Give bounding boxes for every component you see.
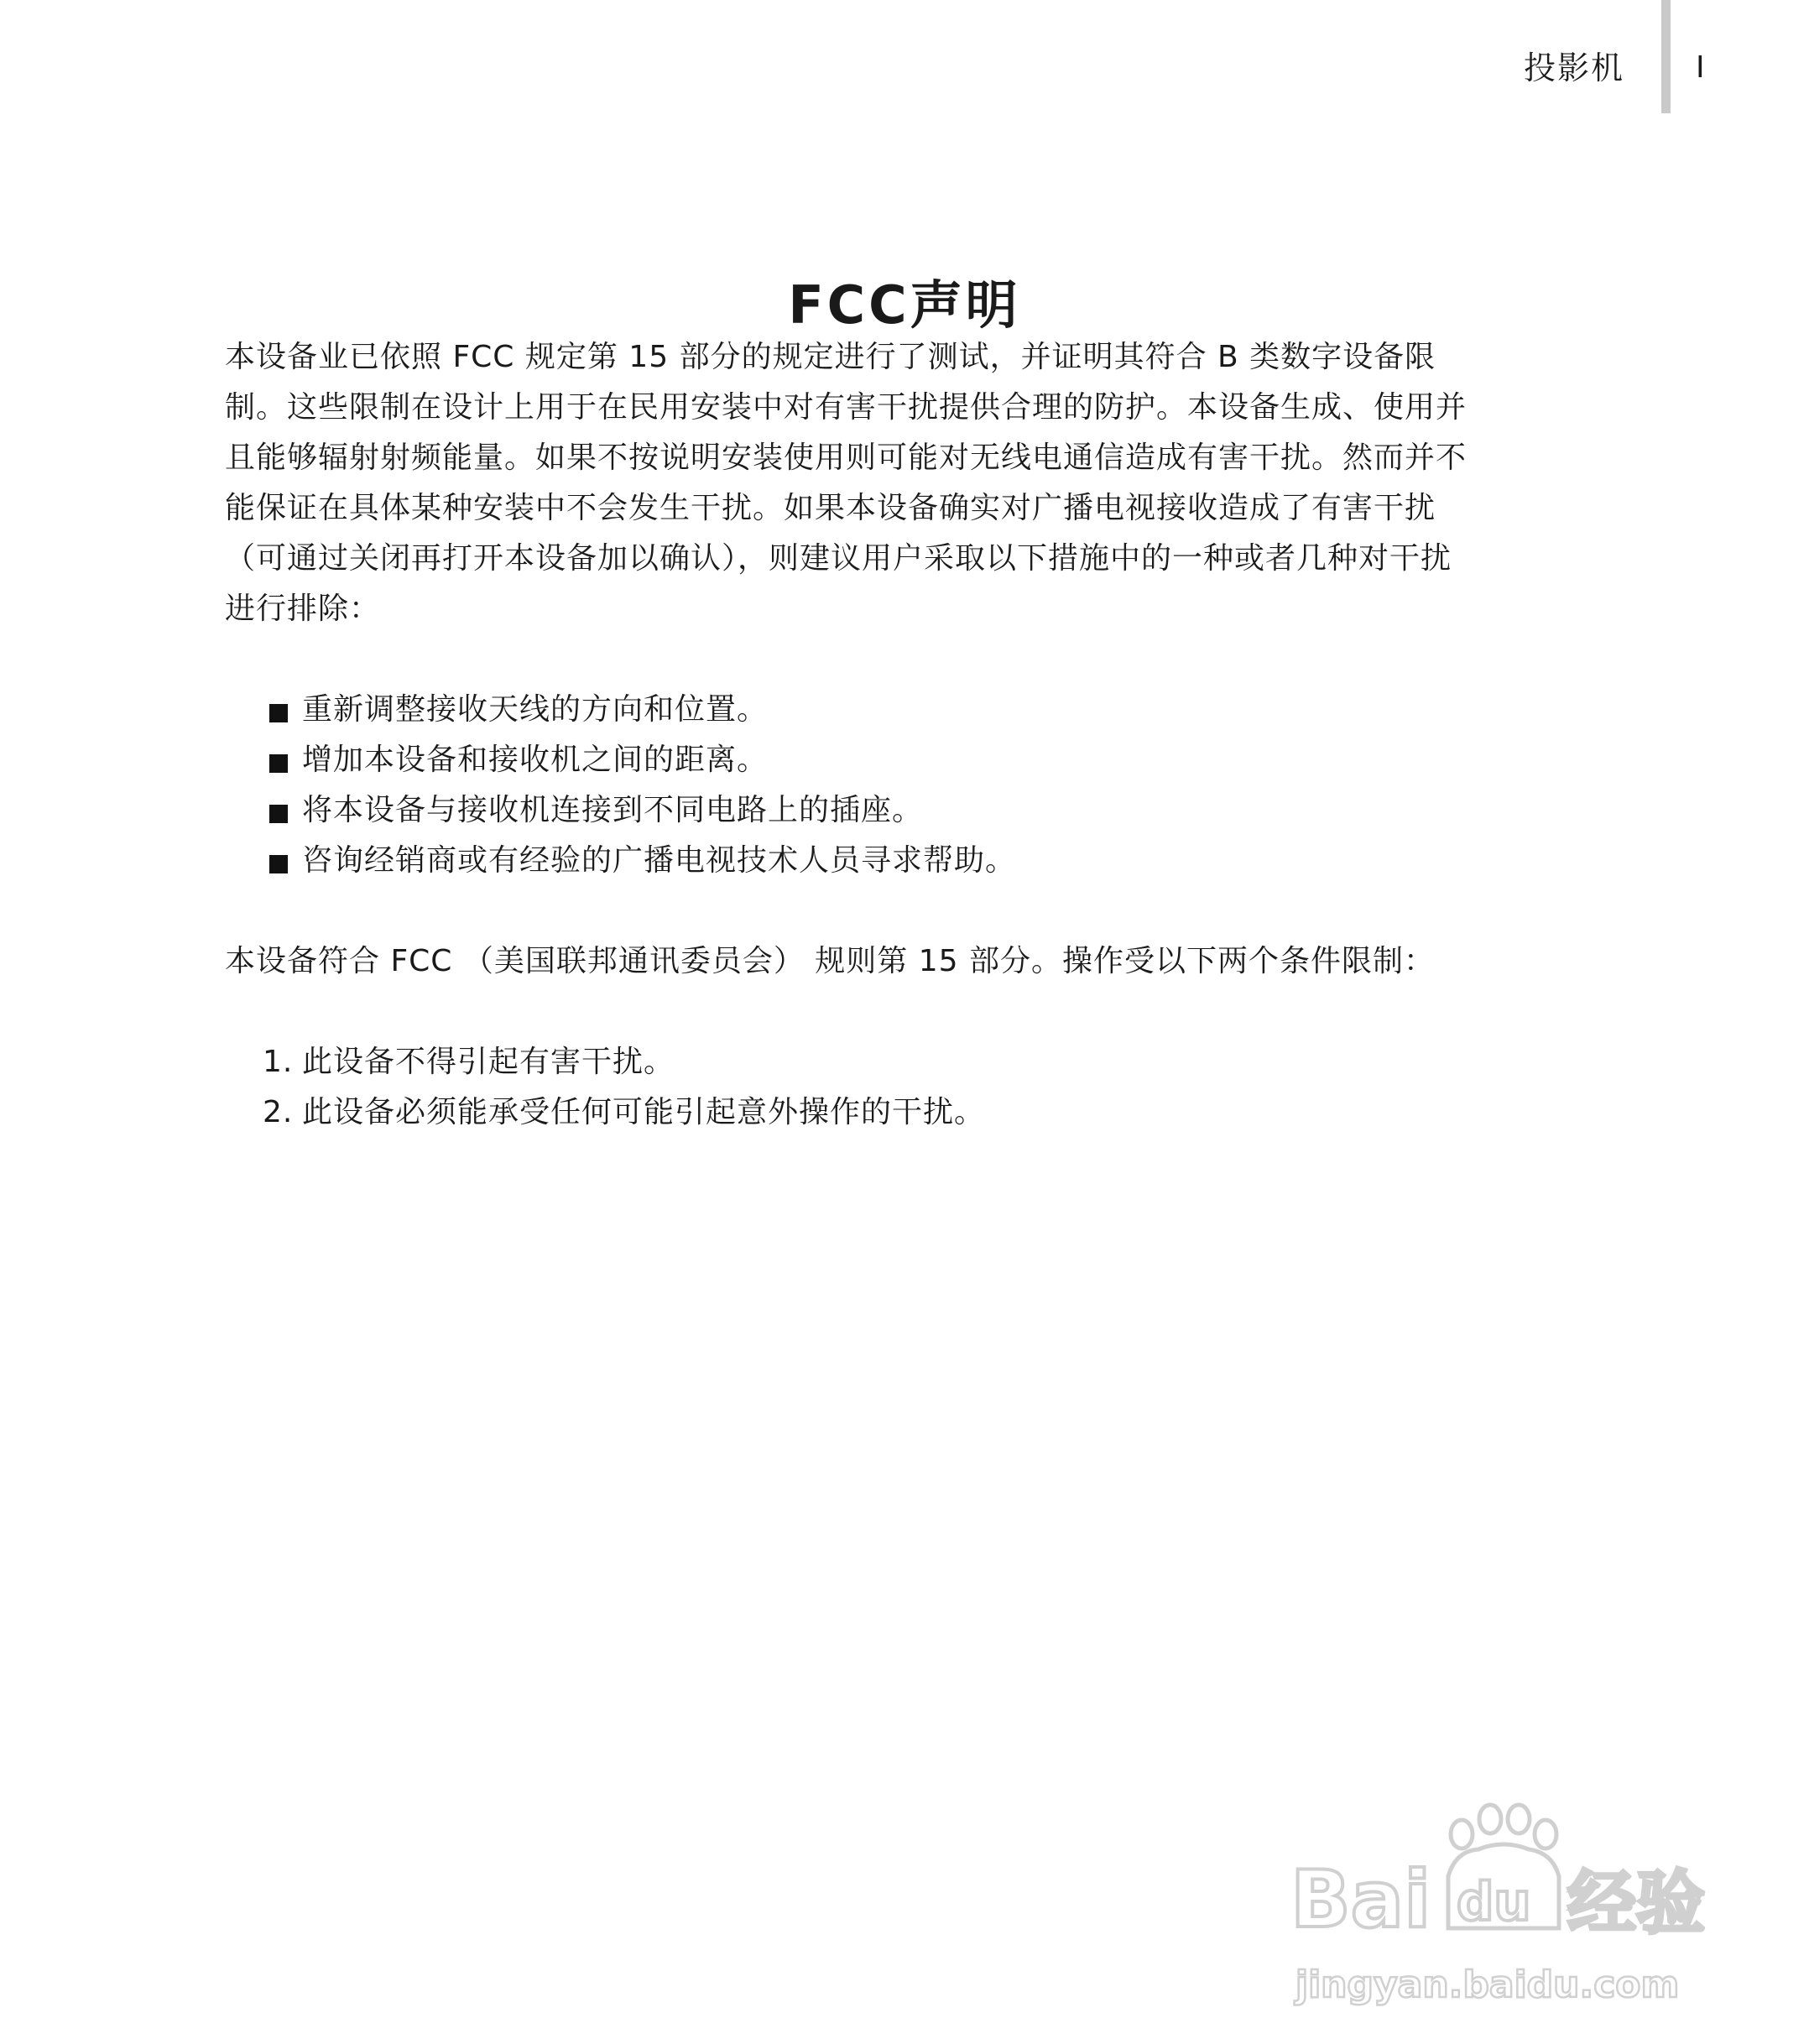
measure-item <box>225 735 1467 785</box>
condition-text: 此设备必须能承受任何可能引起意外操作的干扰。 <box>302 1095 986 1129</box>
measure-item <box>225 785 1467 836</box>
measure-item <box>225 685 1467 735</box>
square-bullet-icon <box>269 855 288 873</box>
svg-text:Bai: Bai <box>1290 1854 1431 1946</box>
page-number: I <box>1696 50 1705 85</box>
condition-text: 此设备不得引起有害干扰。 <box>302 1045 675 1079</box>
measure-text: 咨询经销商或有经验的广播电视技术人员寻求帮助。 <box>302 843 1017 878</box>
measure-text: 重新调整接收天线的方向和位置。 <box>302 692 769 727</box>
measure-text: 将本设备与接收机连接到不同电路上的插座。 <box>302 793 924 827</box>
paragraph-spacer <box>225 987 1467 1037</box>
document-body <box>225 332 1467 1138</box>
svg-text:jingyan.baidu.com: jingyan.baidu.com <box>1295 1963 1680 2006</box>
paragraph-spacer <box>225 634 1467 685</box>
svg-text:du: du <box>1457 1871 1531 1932</box>
square-bullet-icon <box>269 805 288 823</box>
intro-paragraph: 本设备业已依照 FCC 规定第 15 部分的规定进行了测试，并证明其符合 B 类数字设备限制。这些限制在设计上用于在民用安装中对有害干扰提供合理的防护。本设备生成、使用并且能够辐射射频能量。如果不按说明安装使用则可能对无线电通信造成有害干扰。然而并不能保证在具体某种安装中不会发生干扰。如果本设备确实对广播电视接收造成了有害干扰（可通过关闭再打开本设备加以确认），则建议用户采取以下措施中的一种或者几种对干扰进行排除： <box>225 340 1468 626</box>
baidu-jingyan-watermark-logo <box>1284 1786 1720 2029</box>
condition-number: 1. <box>263 1045 294 1079</box>
page-title: FCC声明 <box>788 274 1021 336</box>
header-divider-bar <box>1661 0 1671 113</box>
measure-item <box>225 836 1467 886</box>
square-bullet-icon <box>269 754 288 773</box>
condition-number: 2. <box>263 1095 294 1129</box>
square-bullet-icon <box>269 704 288 722</box>
condition-item <box>225 1087 1467 1138</box>
header-title: 投影机 <box>1523 50 1624 86</box>
condition-item <box>225 1037 1467 1087</box>
svg-text:经验: 经验 <box>1567 1864 1706 1943</box>
compliance-paragraph: 本设备符合 FCC （美国联邦通讯委员会） 规则第 15 部分。操作受以下两个条件限制： <box>225 944 1436 978</box>
measure-text: 增加本设备和接收机之间的距离。 <box>302 743 769 777</box>
conditions-list <box>225 1037 1467 1138</box>
measures-list <box>225 685 1467 886</box>
paragraph-spacer <box>225 886 1467 936</box>
